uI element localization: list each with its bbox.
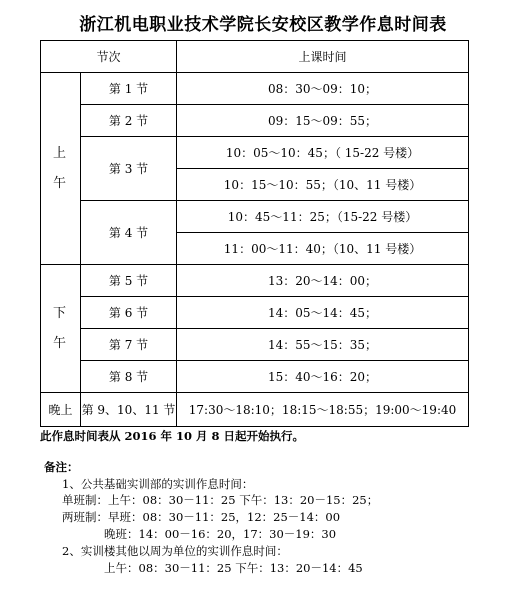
- table-row: [41, 393, 469, 427]
- effective-date-note: 此作息时间表从 2016 年 10 月 8 日起开始执行。: [40, 429, 305, 443]
- single-shift-label: 单班制：: [62, 493, 108, 507]
- table-row: [41, 329, 469, 361]
- table-row: [41, 201, 469, 233]
- period-afternoon: 下 午: [41, 265, 81, 393]
- header-section: 节次: [41, 41, 177, 73]
- note-single-shift: [62, 492, 378, 508]
- double-shift-label: 两班制：: [62, 510, 108, 524]
- period-label: 第 4 节: [81, 201, 177, 265]
- table-row: [41, 137, 469, 169]
- period-time: 14：55～15：35；: [177, 329, 469, 361]
- period-label: 第 1 节: [81, 73, 177, 105]
- table-row: [41, 265, 469, 297]
- note-item-2: 2、实训楼其他以周为单位的实训作息时间：: [62, 544, 288, 558]
- table-row: [41, 297, 469, 329]
- period-label: 第 7 节: [81, 329, 177, 361]
- notes-heading: 备注：: [44, 460, 79, 474]
- table-header-row: [41, 41, 469, 73]
- period-time: 10：05～10：45；（ 15-22 号楼）: [177, 137, 469, 169]
- table-row: [41, 105, 469, 137]
- period-time: 10：15～10：55；（10、11 号楼）: [177, 169, 469, 201]
- period-time: 08：30～09：10；: [177, 73, 469, 105]
- period-evening: 晚上: [41, 393, 81, 427]
- single-shift-text: 上午：08：30－11：25 下午：13：20－15：25；: [108, 493, 379, 507]
- table-row: [41, 361, 469, 393]
- note-item-2-text: 上午：08：30－11：25 下午：13：20－14：45: [104, 561, 363, 575]
- period-time: 09：15～09：55；: [177, 105, 469, 137]
- period-time: 11：00～11：40；（10、11 号楼）: [177, 233, 469, 265]
- period-label: 第 9、10、11 节: [81, 393, 177, 427]
- period-label: 第 6 节: [81, 297, 177, 329]
- table-row: [41, 73, 469, 105]
- period-time: 13：20～14：00；: [177, 265, 469, 297]
- period-time: 17:30～18:10；18:15～18:55；19:00～19:40: [177, 393, 469, 427]
- schedule-table: [40, 40, 469, 427]
- double-shift-text: 早班：08：30－11：25，12：25－14：00: [108, 510, 341, 524]
- page-title: 浙江机电职业技术学院长安校区教学作息时间表: [79, 15, 447, 35]
- period-time: 10：45～11：25；（15-22 号楼）: [177, 201, 469, 233]
- period-label: 第 2 节: [81, 105, 177, 137]
- header-time: 上课时间: [177, 41, 469, 73]
- period-label: 第 5 节: [81, 265, 177, 297]
- period-time: 14：05～14：45；: [177, 297, 469, 329]
- note-item-1: 1、公共基础实训部的实训作息时间：: [62, 477, 254, 491]
- note-double-shift: [62, 509, 340, 525]
- period-time: 15：40～16：20；: [177, 361, 469, 393]
- note-late-shift: 晚班：14：00－16：20，17：30－19：30: [104, 527, 337, 541]
- period-label: 第 3 节: [81, 137, 177, 201]
- period-morning: 上 午: [41, 73, 81, 265]
- period-label: 第 8 节: [81, 361, 177, 393]
